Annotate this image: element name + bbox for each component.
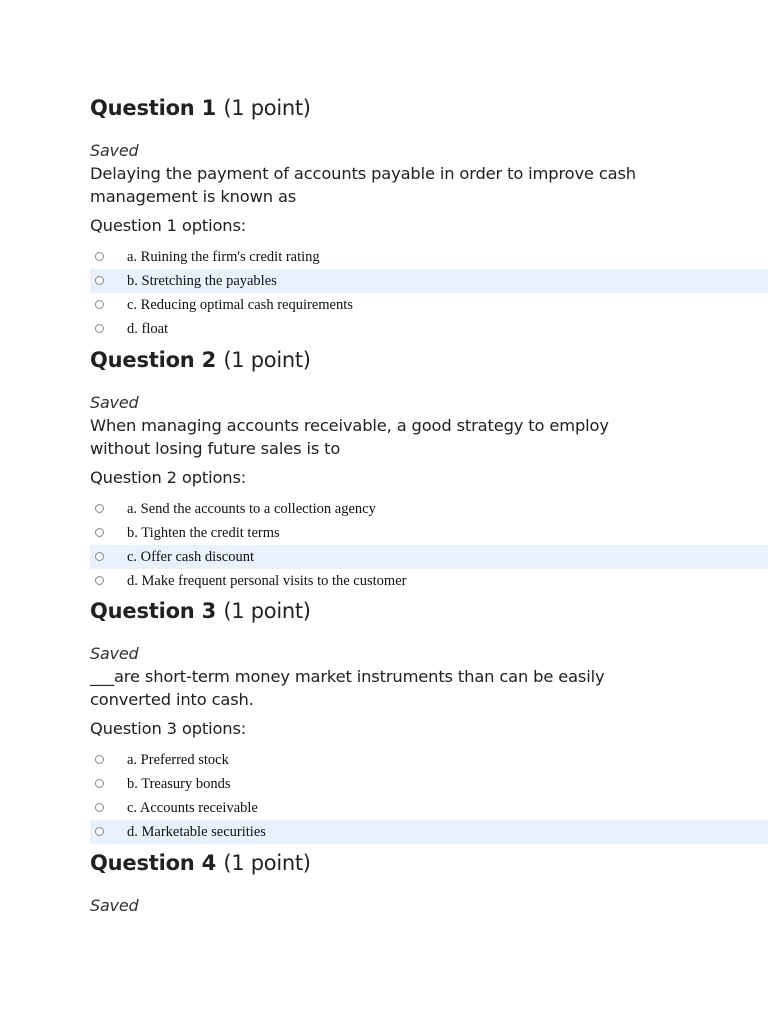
option-label: a. Ruining the firm's credit rating	[127, 249, 320, 265]
radio-button-icon[interactable]	[95, 300, 104, 309]
option-c[interactable]	[90, 796, 768, 820]
question-points: (1 point)	[223, 96, 311, 120]
option-label: d. Marketable securities	[127, 824, 266, 840]
saved-status: Saved	[90, 141, 139, 160]
radio-button-icon[interactable]	[95, 827, 104, 836]
option-a[interactable]	[90, 245, 768, 269]
radio-button-icon[interactable]	[95, 552, 104, 561]
option-d[interactable]	[90, 317, 768, 341]
options-label: Question 2 options:	[90, 468, 247, 487]
options-label: Question 3 options:	[90, 719, 247, 738]
question-prompt: ___are short-term money market instruments than can be easily converted into cash.	[90, 667, 605, 709]
saved-status: Saved	[90, 644, 139, 663]
option-d[interactable]	[90, 569, 768, 593]
question-points: (1 point)	[223, 851, 311, 875]
option-label: a. Send the accounts to a collection agency	[127, 501, 376, 517]
radio-button-icon[interactable]	[95, 504, 104, 513]
option-d[interactable]	[90, 820, 768, 844]
saved-status: Saved	[90, 393, 139, 412]
option-label: d. Make frequent personal visits to the customer	[127, 573, 407, 589]
option-label: d. float	[127, 321, 169, 337]
radio-button-icon[interactable]	[95, 755, 104, 764]
option-b[interactable]	[90, 269, 768, 293]
option-label: b. Stretching the payables	[127, 273, 277, 289]
radio-button-icon[interactable]	[95, 252, 104, 261]
option-c[interactable]	[90, 293, 768, 317]
radio-button-icon[interactable]	[95, 528, 104, 537]
radio-button-icon[interactable]	[95, 803, 104, 812]
option-label: b. Treasury bonds	[127, 776, 231, 792]
question-heading	[90, 598, 311, 624]
question-heading	[90, 347, 311, 373]
option-label: c. Reducing optimal cash requirements	[127, 297, 353, 313]
question-heading	[90, 850, 311, 876]
option-label: c. Offer cash discount	[127, 549, 254, 565]
radio-button-icon[interactable]	[95, 276, 104, 285]
options-list	[90, 245, 768, 341]
question-title: Question 1	[90, 96, 217, 120]
question-points: (1 point)	[223, 599, 311, 623]
question-points: (1 point)	[223, 348, 311, 372]
option-label: a. Preferred stock	[127, 752, 229, 768]
option-a[interactable]	[90, 497, 768, 521]
option-c[interactable]	[90, 545, 768, 569]
question-title: Question 4	[90, 851, 217, 875]
option-b[interactable]	[90, 772, 768, 796]
saved-status: Saved	[90, 896, 139, 915]
option-label: b. Tighten the credit terms	[127, 525, 280, 541]
options-list	[90, 748, 768, 844]
option-a[interactable]	[90, 748, 768, 772]
option-label: c. Accounts receivable	[127, 800, 258, 816]
radio-button-icon[interactable]	[95, 576, 104, 585]
radio-button-icon[interactable]	[95, 324, 104, 333]
question-heading	[90, 95, 311, 121]
question-prompt: Delaying the payment of accounts payable in order to improve cash management is known as	[90, 164, 636, 206]
options-label: Question 1 options:	[90, 216, 247, 235]
question-title: Question 2	[90, 348, 217, 372]
option-b[interactable]	[90, 521, 768, 545]
question-prompt: When managing accounts receivable, a good strategy to employ without losing future sales is to	[90, 416, 609, 458]
radio-button-icon[interactable]	[95, 779, 104, 788]
question-title: Question 3	[90, 599, 217, 623]
options-list	[90, 497, 768, 593]
